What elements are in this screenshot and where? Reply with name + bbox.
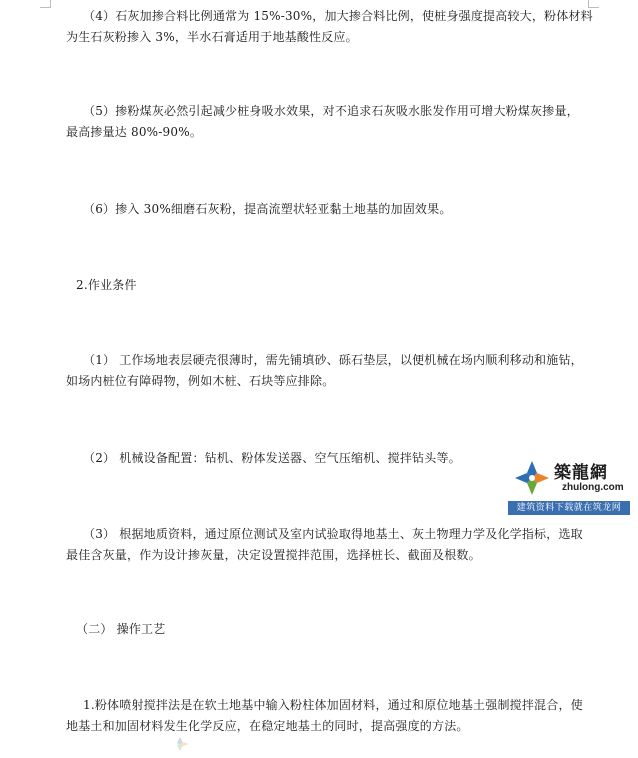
paragraph-line: （1） 工作场地表层硬壳很薄时，需先铺填砂、砾石垫层，以便机械在场内顺利移动和施钻， bbox=[83, 353, 583, 367]
paragraph-powder-jet-method bbox=[0, 695, 583, 737]
section-heading: （二） 操作工艺 bbox=[76, 622, 166, 636]
zhulong-watermark bbox=[508, 456, 632, 518]
watermark-name: 築龍網 bbox=[554, 463, 608, 483]
section-heading-work-conditions bbox=[0, 275, 137, 296]
paragraph-line: 1.粉体喷射搅拌法是在软土地基中输入粉柱体加固材料，通过和原位地基土强制搅拌混合，使 bbox=[83, 698, 583, 712]
paragraph-lime-admixture-ratio bbox=[0, 6, 593, 48]
paragraph-line: 最高掺量达 80%-90%。 bbox=[66, 125, 203, 139]
paragraph-line: 如场内桩位有障碍物，例如木桩、石块等应排除。 bbox=[66, 374, 335, 388]
paragraph-line: （6）掺入 30%细磨石灰粉，提高流塑状轻亚黏土地基的加固效果。 bbox=[83, 202, 452, 216]
paragraph-line: （5）掺粉煤灰必然引起减少桩身吸水效果，对不追求石灰吸水胀发作用可增大粉煤灰掺量， bbox=[83, 104, 579, 118]
paragraph-line: 地基土和加固材料发生化学反应，在稳定地基土的同时，提高强度的方法。 bbox=[66, 719, 469, 733]
section-heading: 2.作业条件 bbox=[76, 278, 137, 292]
paragraph-line: 为生石灰粉掺入 3%，半水石膏适用于地基酸性反应。 bbox=[66, 30, 358, 44]
paragraph-lime-powder bbox=[0, 199, 452, 220]
section-heading-operation-process bbox=[0, 619, 165, 640]
paragraph-equipment bbox=[0, 448, 461, 469]
paragraph-line: 最佳含灰量，作为设计掺灰量，决定设置搅拌范围，选择桩长、截面及根数。 bbox=[66, 548, 481, 562]
watermark-slogan: 建筑资料下载就在筑龙网 bbox=[508, 501, 630, 515]
paragraph-line: （3） 根据地质资料，通过原位测试及室内试验取得地基土、灰土物理力学及化学指标，选取 bbox=[83, 527, 583, 541]
paragraph-line: （4）石灰加掺合料比例通常为 15%-30%，加大掺合料比例，使桩身强度提高较大，粉体材料 bbox=[83, 9, 593, 23]
paragraph-fly-ash bbox=[0, 101, 579, 143]
paragraph-site-surface bbox=[0, 350, 583, 392]
faint-logo-icon bbox=[170, 736, 190, 752]
paragraph-line: （2） 机械设备配置：钻机、粉体发送器、空气压缩机、搅拌钻头等。 bbox=[83, 451, 461, 465]
watermark-domain: zhulong.com bbox=[562, 482, 624, 493]
paragraph-geological-data bbox=[0, 524, 583, 566]
zhulong-logo-icon bbox=[512, 458, 552, 498]
